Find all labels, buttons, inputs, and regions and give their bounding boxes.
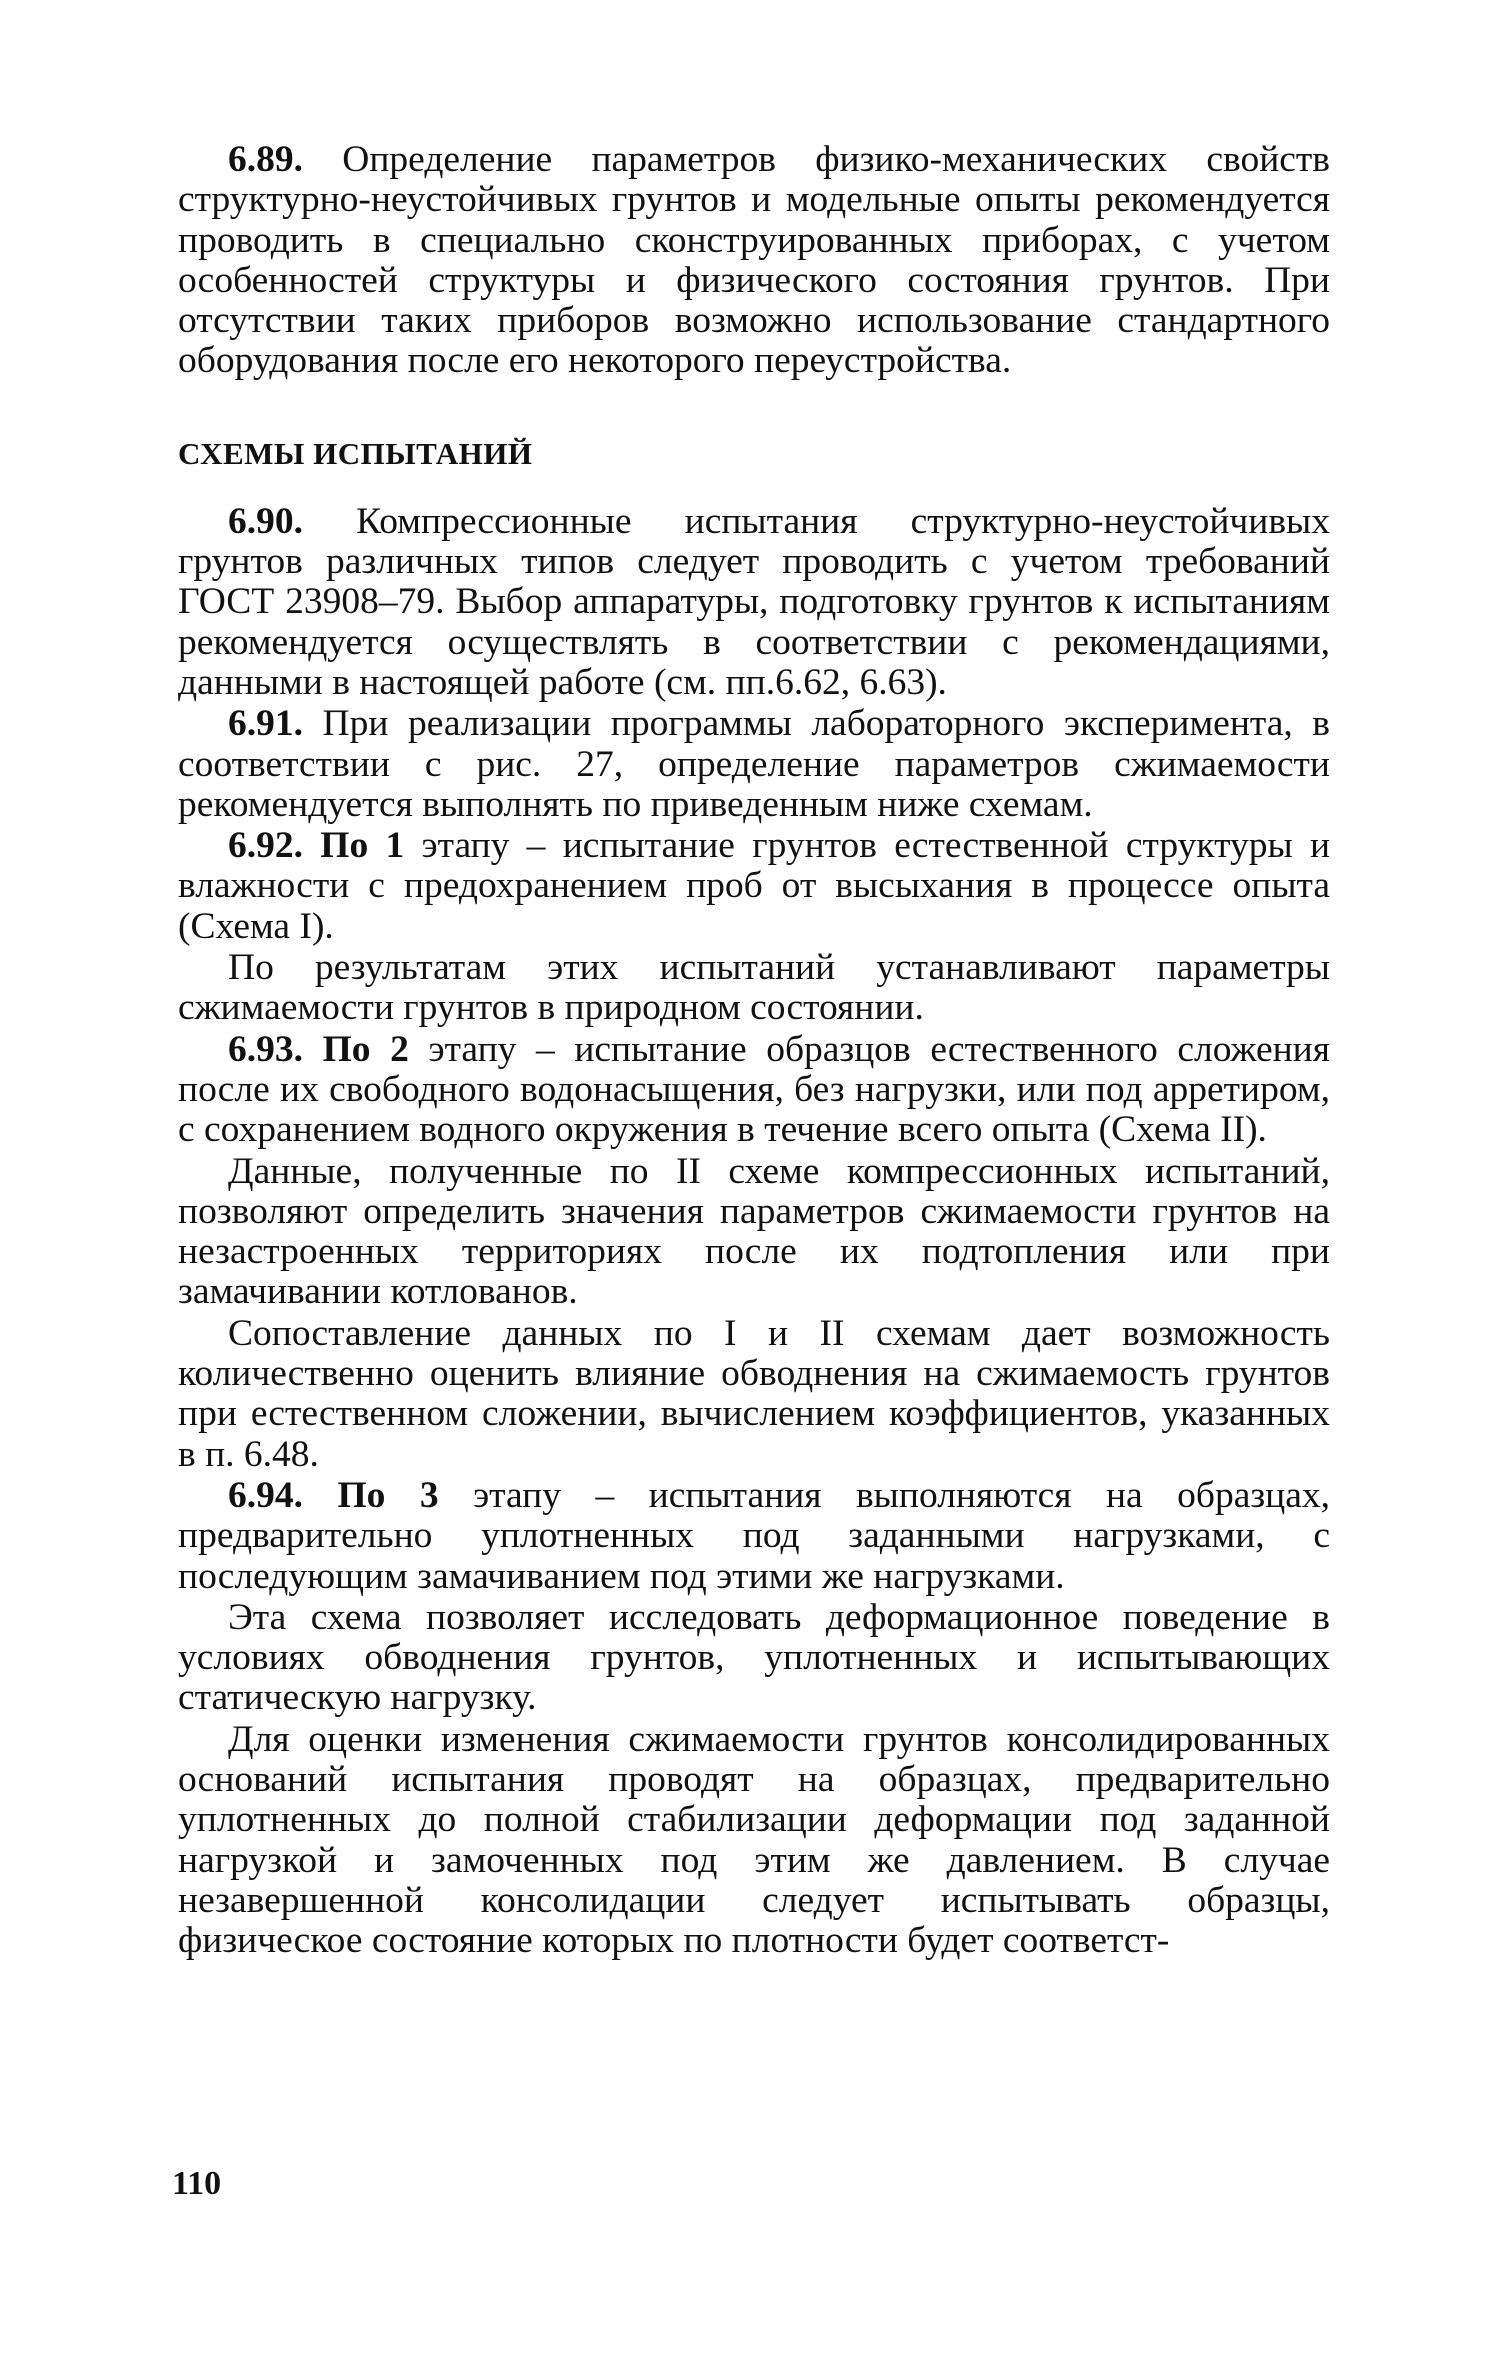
paragraph-6-93 [178, 1030, 1330, 1151]
paragraph-6-89 [178, 140, 1330, 382]
paragraph-scheme-3-purpose [178, 1598, 1330, 1719]
paragraph-number: 6.92. По 1 [228, 825, 405, 867]
section-heading: СХЕМЫ ИСПЫТАНИЙ [178, 435, 533, 471]
paragraph-text: Сопоставление данных по I и II схемам дает возможность количественно оценить влияние обводнения на сжимаемость грунтов при естественном сложении, вычислением коэффициентов, указанных в п. 6.48. [178, 1312, 1330, 1475]
document-page [178, 140, 1330, 1962]
paragraph-6-94 [178, 1476, 1330, 1597]
paragraph-number: 6.90. [228, 500, 303, 542]
paragraph-text: При реализации программы лабораторного эксперимента, в соответствии с рис. 27, определение параметров сжимаемости рекомендуется выполнять по приведенным ниже схемам. [178, 703, 1331, 825]
paragraph-6-92 [178, 826, 1330, 947]
paragraph-6-91 [178, 704, 1330, 825]
paragraph-consolidation [178, 1720, 1330, 1962]
paragraph-scheme-comparison [178, 1314, 1330, 1475]
paragraph-scheme-1-results [178, 948, 1330, 1029]
paragraph-text: По результатам этих испытаний устанавливают параметры сжимаемости грунтов в природном состоянии. [178, 947, 1330, 1029]
paragraph-number: 6.91. [228, 703, 303, 745]
paragraph-number: 6.93. По 2 [228, 1028, 409, 1070]
paragraph-text: Для оценки изменения сжимаемости грунтов консолидированных оснований испытания проводят на образцах, предварительно уплотненных до полной стабилизации деформации под заданной нагрузкой и замоченных под этим же давлением. В случае незавершенной консолидации следует испытывать образцы, физическое состояние которых по плотности будет соответст- [178, 1718, 1330, 1962]
paragraph-text: Определение параметров физико-механических свойств структурно-неустойчивых грунтов и модельные опыты рекомендуется проводить в специально сконструированных приборах, с учетом особенностей структуры и физического состояния грунтов. При отсутствии таких приборов возможно использование стандартного оборудования после его некоторого переустройства. [178, 139, 1330, 382]
paragraph-text: этапу – испытания выполняются на образцах, предварительно уплотненных под заданными нагрузками, с последующим замачиванием под этими же нагрузками. [178, 1474, 1331, 1597]
paragraph-text: этапу – испытание грунтов естественной структуры и влажности с предохранением проб от высыхания в процессе опыта (Схема I). [178, 825, 1331, 947]
paragraph-scheme-2-data [178, 1152, 1330, 1313]
paragraph-text: Данные, полученные по II схеме компрессионных испытаний, позволяют определить значения параметров сжимаемости грунтов на незастроенных территориях после их подтопления или при замачивании котлованов. [178, 1150, 1330, 1313]
paragraph-number: 6.94. По 3 [228, 1474, 439, 1516]
paragraph-text: Эта схема позволяет исследовать деформационное поведение в условиях обводнения грунтов, уплотненных и испытывающих статическую нагрузку. [178, 1596, 1330, 1719]
paragraph-text: Компрессионные испытания структурно-неустойчивых грунтов различных типов следует проводить с учетом требований ГОСТ 23908–79. Выбор аппаратуры, подготовку грунтов к испытаниям рекомендуется осуществлять в соответствии с рекомендациями, данными в настоящей работе (см. пп.6.62, 6.63). [178, 500, 1330, 703]
paragraph-number: 6.89. [228, 139, 303, 180]
paragraph-6-90 [178, 502, 1330, 703]
page-number: 110 [172, 2165, 222, 2202]
paragraph-text: этапу – испытание образцов естественного сложения после их свободного водонасыщения, без нагрузки, или под арретиром, с сохранением водного окружения в течение всего опыта (Схема II). [178, 1028, 1331, 1151]
